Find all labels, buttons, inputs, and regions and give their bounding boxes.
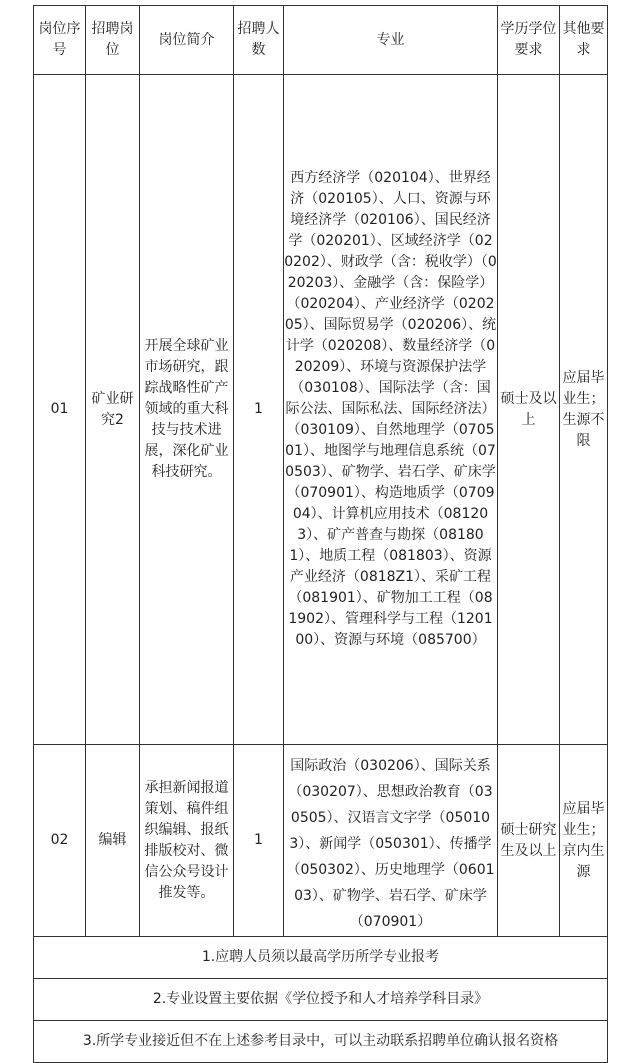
row-position: 矿业研究2 <box>86 75 140 745</box>
table-row <box>34 75 608 745</box>
row-other: 应届毕业生；京内生源 <box>560 745 608 937</box>
row-count: 1 <box>234 745 284 937</box>
note-row <box>34 979 608 1021</box>
note-row <box>34 937 608 979</box>
note-1: 1.应聘人员须以最高学历所学专业报考 <box>34 937 608 979</box>
header-major: 专业 <box>284 6 498 75</box>
header-other: 其他要求 <box>560 6 608 75</box>
note-2: 2.专业设置主要依据《学位授予和人才培养学科目录》 <box>34 979 608 1021</box>
note-row <box>34 1021 608 1063</box>
note-3: 3.所学专业接近但不在上述参考目录中，可以主动联系招聘单位确认报名资格 <box>34 1021 608 1063</box>
row-seq: 02 <box>34 745 86 937</box>
header-row <box>34 6 608 75</box>
row-degree: 硕士及以上 <box>498 75 560 745</box>
table-row <box>34 745 608 937</box>
header-count: 招聘人数 <box>234 6 284 75</box>
row-count: 1 <box>234 75 284 745</box>
row-major: 西方经济学（020104）、世界经济（020105）、人口、资源与环境经济学（020106）、国民经济学（020201）、区域经济学（020202）、财政学（含：税收学）（020203）、金融学（含：保险学）（020204）、产业经济学（020205）、国际贸易学（020206）、统计学（020208）、数量经济学（020209）、环境与资源保护法学（030108）、国际法学（含：国际公法、国际私法、国际经济法）（030109）、自然地理学（070501）、地图学与地理信息系统（070503）、矿物学、岩石学、矿床学（070901）、构造地质学（070904）、计算机应用技术（081203）、矿产普查与勘探（081801）、地质工程（081803）、资源产业经济（0818Z1）、采矿工程（081901）、矿物加工工程（081902）、管理科学与工程（120100）、资源与环境（085700） <box>284 75 498 745</box>
header-intro: 岗位简介 <box>140 6 234 75</box>
row-intro: 承担新闻报道策划、稿件组织编辑、报纸排版校对、微信公众号设计推发等。 <box>140 745 234 937</box>
row-intro: 开展全球矿业市场研究，跟踪战略性矿产领域的重大科技与技术进展，深化矿业科技研究。 <box>140 75 234 745</box>
header-seq: 岗位序号 <box>34 6 86 75</box>
row-major: 国际政治（030206）、国际关系（030207）、思想政治教育（030505）、汉语言文字学（050103）、新闻学（050301）、传播学（050302）、历史地理学（060103）、矿物学、岩石学、矿床学（070901） <box>284 745 498 937</box>
row-other: 应届毕业生；生源不限 <box>560 75 608 745</box>
row-position: 编辑 <box>86 745 140 937</box>
row-seq: 01 <box>34 75 86 745</box>
header-degree: 学历学位要求 <box>498 6 560 75</box>
row-degree: 硕士研究生及以上 <box>498 745 560 937</box>
job-table <box>33 5 608 1063</box>
header-position: 招聘岗位 <box>86 6 140 75</box>
